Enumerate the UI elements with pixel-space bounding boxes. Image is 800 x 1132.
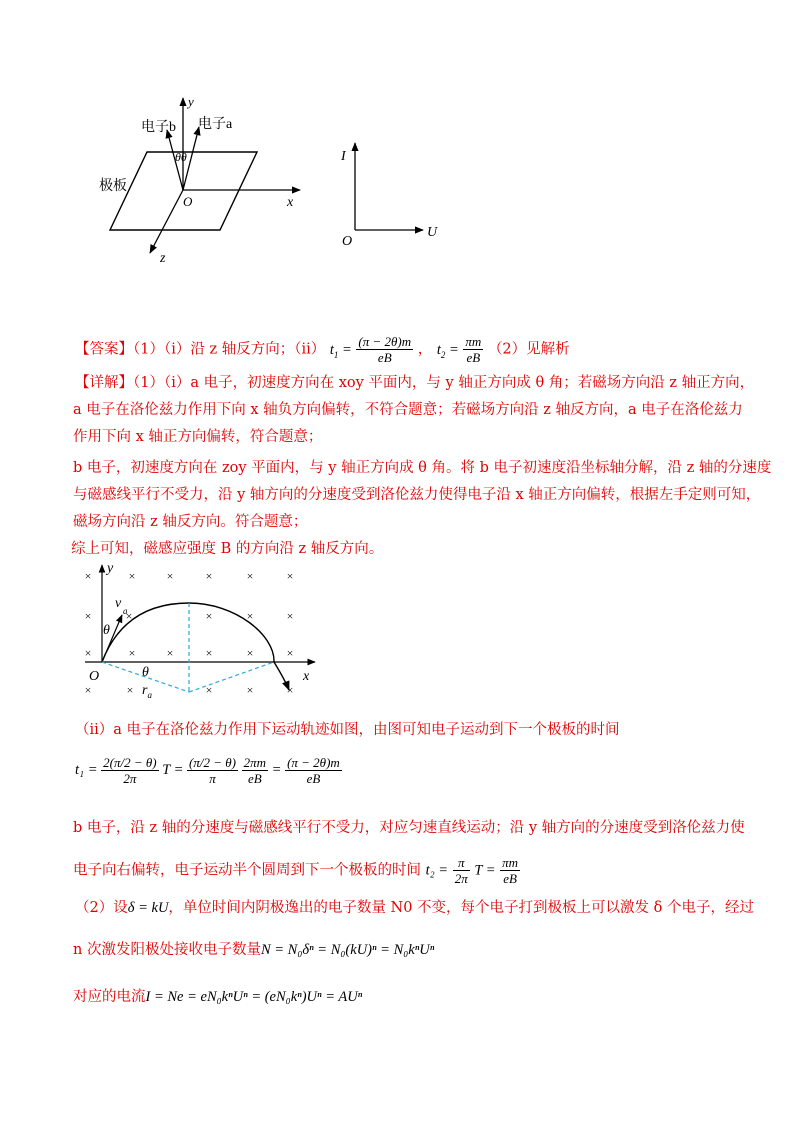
t2-symbol: $t_2$ =: [436, 341, 459, 360]
electron-b-label: 电子b: [141, 120, 176, 135]
detail-line-6: 磁场方向沿 z 轴反方向。符合题意；: [73, 514, 308, 530]
svg-text:×: ×: [246, 569, 254, 583]
detail-tag: 【详解】: [75, 375, 133, 391]
svg-text:×: ×: [125, 609, 133, 623]
svg-text:×: ×: [126, 683, 134, 697]
svg-text:×: ×: [205, 683, 213, 697]
origin-label: O: [89, 669, 100, 684]
a-label: a: [123, 606, 128, 616]
t2-fraction: $\frac{\pi m}{eB}$: [465, 334, 482, 365]
detail-line-4: b 电子，初速度方向在 zoy 平面内，与 y 轴正方向成 θ 角。将 b 电子初速度沿坐标轴分解，沿 z 轴的分速度: [73, 460, 772, 476]
svg-text:×: ×: [205, 609, 213, 623]
electron-a-label: 电子a: [198, 117, 233, 132]
part-ii-line2: b 电子，沿 z 轴的分速度与磁感线平行不受力，对应匀速直线运动；沿 y 轴方向的分速度受到洛伦兹力使: [73, 820, 745, 836]
theta-bottom-label: θ: [142, 665, 149, 680]
eq-frac4: $\frac{(\pi - 2\theta)m}{eB}$: [287, 755, 340, 786]
x-label: x: [303, 669, 310, 684]
svg-text:×: ×: [84, 609, 92, 623]
svg-text:×: ×: [84, 569, 92, 583]
x-label: x: [287, 195, 294, 210]
detail-line-3: 作用下向 x 轴正方向偏转，符合题意；: [73, 429, 323, 445]
answer-line: [75, 334, 570, 365]
detail-line-2: a 电子在洛伦兹力作用下向 x 轴负方向偏转，不符合题意；若磁场方向沿 z 轴反方向，a 电子在洛伦兹力: [73, 402, 743, 418]
detail-line-7: 综上可知，磁感应强度 B 的方向沿 z 轴反方向。: [71, 541, 384, 557]
svg-text:×: ×: [246, 609, 254, 623]
svg-text:×: ×: [246, 683, 254, 697]
v-label: v: [115, 596, 122, 611]
svg-text:×: ×: [84, 683, 92, 697]
part2-line1: （2）设δ = kU，单位时间内阴极逸出的电子数量 N0 不变，每个电子打到极板上可以激发 δ 个电子，经过: [75, 900, 754, 916]
svg-text:×: ×: [205, 646, 213, 660]
svg-text:×: ×: [128, 646, 136, 660]
eq-frac1: $\frac{2(\pi/2 - \theta)}{2\pi}$: [103, 755, 157, 786]
svg-text:×: ×: [286, 683, 294, 697]
svg-text:×: ×: [286, 646, 294, 660]
svg-text:×: ×: [166, 569, 174, 583]
part-ii-line3: 电子向右偏转，电子运动半个圆周到下一个极板的时间 t₂ = $\frac{\pi}{2\pi}$ T = $\frac{\pi m}{eB}$: [73, 855, 519, 886]
plate-label: 极板: [99, 179, 127, 194]
z-label: z: [160, 251, 166, 266]
svg-text:×: ×: [84, 646, 92, 660]
detail-line-5: 与磁感线平行不受力，沿 y 轴方向的分速度受到洛伦兹力使得电子沿 x 轴正方向偏转，根据左手定则可知，: [73, 487, 761, 503]
answer-sep: ，: [417, 341, 433, 358]
part2-line2: n 次激发阳极处接收电子数量N = N₀δⁿ = N₀(kU)ⁿ = N₀kⁿUⁿ: [73, 942, 435, 958]
figure-i-u-axes: [335, 140, 475, 250]
part2-line3: 对应的电流I = Ne = eN₀kⁿUⁿ = (eN₀kⁿ)Uⁿ = AUⁿ: [73, 989, 363, 1005]
t1-fraction: $\frac{(\pi - 2\theta)m}{eB}$: [358, 334, 412, 365]
eq-frac2: $\frac{(\pi/2 - \theta)}{\pi}$: [189, 755, 236, 786]
svg-text:×: ×: [286, 609, 294, 623]
theta-label: θθ: [175, 150, 187, 164]
eq-frac3: $\frac{2\pi m}{eB}$: [243, 755, 267, 786]
svg-text:×: ×: [128, 569, 136, 583]
t1-equation: t₁ = $\frac{2(\pi/2 - \theta)}{2\pi}$ T = $\frac{(\pi/2 - \theta)}{\pi}$ $\frac{2\pi m}{eB}$ = $\frac{(\pi - 2\theta)m}{eB}$: [75, 755, 340, 786]
r-label: $r_a$: [142, 683, 152, 700]
svg-text:×: ×: [246, 646, 254, 660]
answer-tag: 【答案】: [75, 341, 133, 358]
origin-label: O: [342, 234, 353, 249]
svg-text:×: ×: [205, 569, 213, 583]
answer-part2: （2）见解析: [487, 341, 570, 358]
z-axis: [150, 190, 183, 253]
t1-symbol: $t_1$ =: [329, 341, 352, 360]
figure-plate-electrons: [95, 90, 315, 270]
figure-trajectory: [75, 560, 325, 710]
svg-text:×: ×: [166, 646, 174, 660]
theta-top-label: θ: [103, 623, 110, 638]
y-label: y: [107, 561, 114, 576]
i-label: I: [341, 149, 346, 164]
origin-label: O: [183, 194, 193, 209]
u-label: U: [427, 225, 438, 240]
detail-line-1: 【详解】（1）（ⅰ）a 电子，初速度方向在 xoy 平面内，与 y 轴正方向成 θ 角；若磁场方向沿 z 轴正方向，: [75, 375, 755, 391]
part-ii-line1: （ⅱ）a 电子在洛伦兹力作用下运动轨迹如图，由图可知电子运动到下一个极板的时间: [75, 722, 620, 738]
y-label: y: [188, 94, 194, 109]
svg-text:×: ×: [286, 569, 294, 583]
answer-part1: （1）（ⅰ）沿 z 轴反方向；（ⅱ）: [133, 341, 326, 358]
